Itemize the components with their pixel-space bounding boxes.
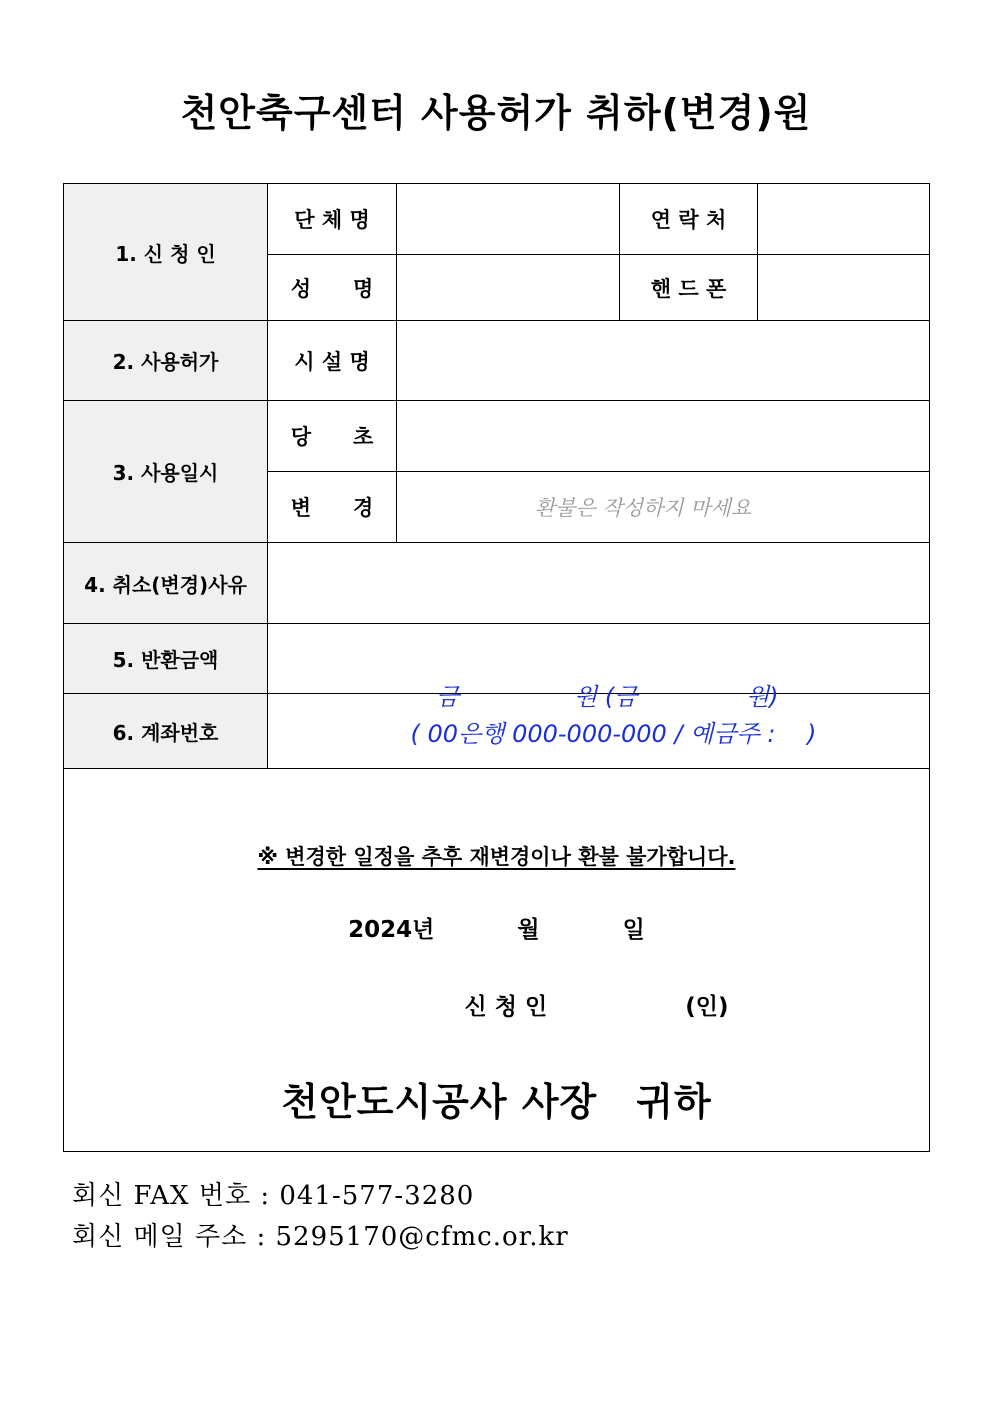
mobile-field[interactable] <box>758 255 930 321</box>
footer-fax: 회신 FAX 번호 : 041-577-3280 <box>72 1181 475 1211</box>
contact-field[interactable] <box>758 184 930 255</box>
footer-email: 회신 메일 주소 : 5295170@cfmc.or.kr <box>72 1222 569 1252</box>
facility-field[interactable] <box>397 321 930 401</box>
org-name-label: 단 체 명 <box>268 184 397 255</box>
facility-label: 시 설 명 <box>268 321 397 401</box>
amount-part2: 원 (금 <box>574 682 638 711</box>
applicant-signature-line <box>64 988 929 1021</box>
date-month: 월 <box>517 917 540 943</box>
application-form-table <box>63 183 930 1152</box>
date-year: 2024년 <box>348 917 435 943</box>
declaration-area <box>64 769 930 1152</box>
section-applicant: 1. 신 청 인 <box>64 184 268 321</box>
account-field-hint[interactable]: ( 00은행 000-000-000 / 예금주 : ) <box>268 694 930 769</box>
recipient-line: 천안도시공사 사장 귀하 <box>281 1080 712 1124</box>
section-refund-amount: 5. 반환금액 <box>64 624 268 694</box>
original-label: 당 초 <box>268 401 397 472</box>
contact-label: 연 락 처 <box>620 184 758 255</box>
refund-amount-field[interactable] <box>268 624 930 711</box>
amount-part1: 금 <box>436 682 460 711</box>
section-reason: 4. 취소(변경)사유 <box>64 543 268 624</box>
document-title: 천안축구센터 사용허가 취하(변경)원 <box>180 91 812 135</box>
name-field[interactable] <box>397 255 620 321</box>
name-label: 성 명 <box>268 255 397 321</box>
seal-mark: (인) <box>685 994 729 1020</box>
reason-field[interactable] <box>268 543 930 624</box>
mobile-label: 핸 드 폰 <box>620 255 758 321</box>
date-line <box>64 911 929 944</box>
notice-text: ※ 변경한 일정을 추후 재변경이나 환불 불가합니다. <box>257 845 736 869</box>
applicant-sign-label: 신 청 인 <box>464 994 548 1020</box>
section-account: 6. 계좌번호 <box>64 694 268 769</box>
changed-label: 변 경 <box>268 472 397 543</box>
org-name-field[interactable] <box>397 184 620 255</box>
section-permit: 2. 사용허가 <box>64 321 268 401</box>
amount-part3: 원) <box>746 682 779 711</box>
date-day: 일 <box>622 917 645 943</box>
original-field[interactable] <box>397 401 930 472</box>
section-datetime: 3. 사용일시 <box>64 401 268 543</box>
changed-field-hint[interactable]: 환불은 작성하지 마세요 <box>397 472 930 543</box>
